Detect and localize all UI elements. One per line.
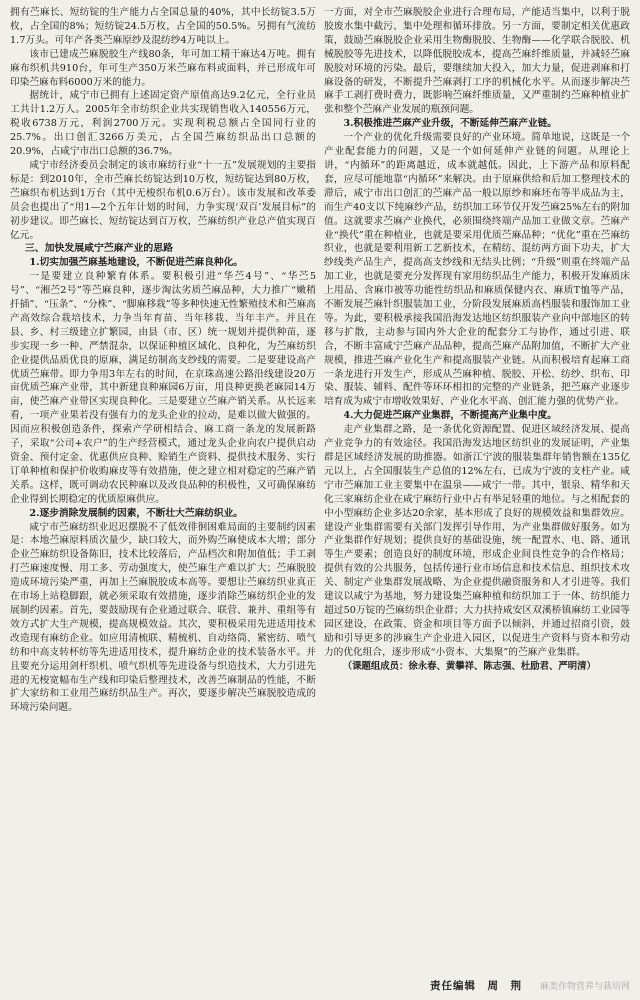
paragraph: 据统计，咸宁市已拥有上述固定资产原值高达9.2亿元，全行业员工共计1.2万人。2005年全市纺织企业共实现销售收入140556万元，税收6738万元，利润2700万元。实现利税总额占全国同行业的25.7%。出口创汇3266万美元，占全国苎麻纺织品出口总额的20.9%，占咸宁市出口总额的36.7%。 bbox=[10, 90, 316, 158]
paragraph: 拥有苎麻长、短纺锭的生产能力占全国总量的40%，其中长纺锭3.5万枚，占全国的8%；短纺锭24.5万枚，占全国的50.5%。另拥有气流纺1.7万头。可年产各类苎麻原纱及混纺纱4万吨以上。 bbox=[10, 7, 316, 46]
credits: （课题组成员：徐永春、黄攀祥、陈志强、杜励君、严明清） bbox=[342, 660, 596, 672]
responsible-editor: 责任编辑 周 荆 bbox=[429, 979, 522, 992]
paragraph: 一是要建立良种繁育体系。要积极引进“华苎4号”、“华苎5号”、“湘苎2号”等苎麻良种，逐步淘汰劣质苎麻品种，大力推广“嫩稍扦插”、“压条”、“分株”、“脚麻移栽”等多种快速无性繁殖技术和苎麻高产高效综合栽培技术，力争当年育苗、当年移栽、当年丰产。并且在县、乡、村三级建立扩繁园，由县（市、区）统一规划并提供种苗，逐步实现一乡一种、严禁混杂，以保证种植区域化、良种化，为苎麻纺织企业提供品质优良的原麻，满足纺制高支纱线的需要。二是要建设高产优质苎麻带。即力争用3年左右的时间，在京珠高速公路沿线建设20万亩优质苎麻产业带，其中新建良种麻园6万亩，用良种更换老麻园14万亩，使苎麻产业带区实现良种化。三是要建立苎麻产销关系。从长远来看，一项产业果若没有强有力的龙头企业的拉动，是难以做大做强的。因而应积极创造条件，探索产学研相结合、麻工商一条龙的发展新路子，采取“公司+农户”的生产经营模式，通过龙头企业向农户提供启动资金、预付定金、优惠供应良种、赊销生产资料、提供技术服务、实行订单种植和保护价收购麻皮等有效措施，使之建立相对稳定的苎麻产销关系。这样，既可调动农民种麻以及改良品种的积极性，又可确保麻纺企业得到长期稳定的优质原麻供应。 bbox=[10, 271, 316, 505]
subheading: 2.逐步消除发展制约因素，不断壮大苎麻纺织业。 bbox=[29, 507, 243, 519]
paragraph: 咸宁市经济委员会制定的该市麻纺行业“十一五”发展规划的主要指标是：到2010年，全市苎麻长纺锭达到10万枚，短纺锭达到80万枚，苎麻织布机达到1万台（其中无梭织布机0.6万台）。该市发展和改革委员会也提出了“用1—2个五年计划的时间，力争实现‘双百’发展目标”的初步建议。即苎麻长、短纺锭达到百万枚，苎麻纺织产业总产值实现百亿元。 bbox=[10, 159, 316, 241]
left-column bbox=[10, 6, 316, 974]
subheading: 3.积极推进苎麻产业升级，不断延伸苎麻产业链。 bbox=[343, 118, 557, 130]
paragraph: 一个产业的优化升级需要良好的产业环境。简单地说，这既是一个产业配套能力的问题，又是一个如何延伸产业链的问题。从理论上讲，“内循环”的距离越近，成本就越低。因此，上下游产品和原料配套，应尽可能地靠“内循环”来解决。由于原麻供给和后加工整理技术的滞后，咸宁市出口创汇的苎麻产品一般以原纱和麻坯布等半成品为主，而生产40支以下纯麻纱产品，纺织加工环节仅开发苎麻25%左右的附加值。这就要求苎麻产业换代，必须围绕终端产品加工业做文章。苎麻产业“换代”重在种植业，也就是要采用优质苎麻品种；“优化”重在苎麻纺织业，也就是要利用新工艺新技术，在精纺、混纺两方面下功夫，扩大纱线类产品生产，提高高支纱线和无结头比例；“升级”则重在终端产品加工业，也就是要充分发挥现有家用纺织品生产能力，积极开发麻质床上用品、含麻巾被等功能性纺织品和麻质保健内衣、麻质T恤等产品，不断发展苎麻针织服装加工业，分阶段发展麻质高档服装和服饰加工业等。为此，要积极承接我国沿海发达地区纺织服装产业向中部地区的转移与扩散，主动参与国内外大企业的配套分工与协作，通过引进、联合，不断丰富咸宁苎麻产品品种，提高苎麻产品附加值，不断扩大产业规模，推进苎麻产业化生产和提高服装产业链。从而积极培育起麻工商一条龙进行开发生产，形成从苎麻种植、脱胶、开松、纺纱、织布、印染、服装、辅料、配件等环环相扣的完整的产业链条，把苎麻产业逐步培育成为咸宁市增收效果好、产业化水平高、创汇能力强的优势产业。 bbox=[324, 132, 630, 408]
heading: 三、加快发展咸宁苎麻产业的思路 bbox=[24, 243, 173, 255]
right-column bbox=[324, 6, 630, 974]
subheading: 4.大力促进苎麻产业集群，不断提高产业集中度。 bbox=[343, 410, 557, 422]
article-body bbox=[10, 6, 630, 974]
subheading: 1.切实加强苎麻基地建设，不断促进苎麻良种化。 bbox=[29, 257, 243, 269]
paragraph: 该市已建成苎麻脱胶生产线80条，年可加工精干麻达4万吨。拥有麻布织机共910台，年可生产350万米苎麻布料或面料，并已形成年可印染苎麻布料6000万米的能力。 bbox=[10, 48, 316, 88]
paragraph: 一方面，对全市苎麻脱胶企业进行合理布局，产能适当集中，以利于脱胶废水集中截污、集中处理和循环排放。另一方面，要制定相关优惠政策，鼓励苎麻脱胶企业采用生物酶脱胶、生物酶——化学联合脱胶、机械脱胶等先进技术，以降低脱胶成本，提高苎麻纤维质量，并减轻苎麻脱胶对环境的污染。最后，要继续加大投入，加大力量，促进剥麻和打麻设备的研发，不断提升苎麻剥打工序的机械化水平。从而逐步解决苎麻手工剥打费时费力，既影响苎麻纤维质量，又严重制约苎麻种植业扩张和整个苎麻产业发展的瓶颈问题。 bbox=[324, 7, 630, 116]
paragraph: 走产业集群之路，是一条优化资源配置、促进区域经济发展、提高产业竞争力的有效途径。我国沿海发达地区纺织业的发展证明，产业集群是区域经济发展的助推器。如浙江宁波的服装集群年销售额在135亿元以上，占全国服装生产总值的12%左右，已成为宁波的支柱产业。咸宁市苎麻加工业主要集中在温泉——咸宁一带。其中，银泉、精华和天化三家麻纺企业在咸宁麻纺行业中占有举足轻重的地位。与之相配套的中小型麻纺企业多达20余家，基本形成了良好的规模效益和集群效应。建设产业集群需要有关部门发挥引导作用，为产业集群做好服务。如为产业集群作好规划；提供良好的基础设施，统一配置水、电、路、通讯等生产要素；创造良好的制度环境，形成企业间良性竞争的合作格局；提供有效的公共服务，包括传递行业市场信息和技术信息、组织技术攻关、制定产业集群发展战略、为企业提供融资服务和人才引进等。我们建议以咸宁为基地，努力建设集苎麻种植和纺织加工于一体、纺织能力超过50万锭的苎麻纺织企业群；大力扶持咸安区双溪桥镇麻纺工业园等园区建设，在政策、资金和项目等方面予以倾斜，并通过招商引资，鼓励和引导更多的涉麻生产企业进入园区，以促进生产资料与资本和劳动力的优化组合，逐步形成“小资本、大集聚”的苎麻产业集群。 bbox=[324, 424, 630, 658]
paragraph: 咸宁市苎麻纺织业迟迟摆脱不了低效徘徊困难局面的主要制约因素是：本地苎麻原料质次量少，缺口较大，而外购苎麻使成本大增；部分企业苎麻纺织设备陈旧，技术比较落后，产品档次和附加值低；手工剥打苎麻速度慢、用工多、劳动强度大，使苎麻生产难以扩大；苎麻脱胶造成环境污染严重，再加上苎麻脱胶成本高等。要想让苎麻纺织业真正在市场上站稳脚跟，就必须采取有效措施，逐步消除苎麻纺织企业的发展制约因素。首先，要鼓励现有企业通过联合、联营、兼并、重组等有效方式扩大生产规模，提高规模效益。其次，要积极采用先进适用技术改造现有麻纺企业。如应用清梳联、精梳机、自动络筒、紧密纺、喷气纺和中高支转杯纺等先进适用技术，提升麻纺企业的技术装备水平。并且要充分运用剑杆织机、喷气织机等先进设备与织造技术，大力引进先进的无梭宽幅布生产线和印染后整理技术，改善苎麻制品的性能，不断扩大家纺和工业用苎麻纺织品生产。再次，要逐步解决苎麻脱胶造成的环境污染问题。 bbox=[10, 521, 316, 714]
page-footer bbox=[0, 970, 640, 1000]
source-watermark: 麻类作物营养与栽培网 bbox=[539, 981, 630, 992]
